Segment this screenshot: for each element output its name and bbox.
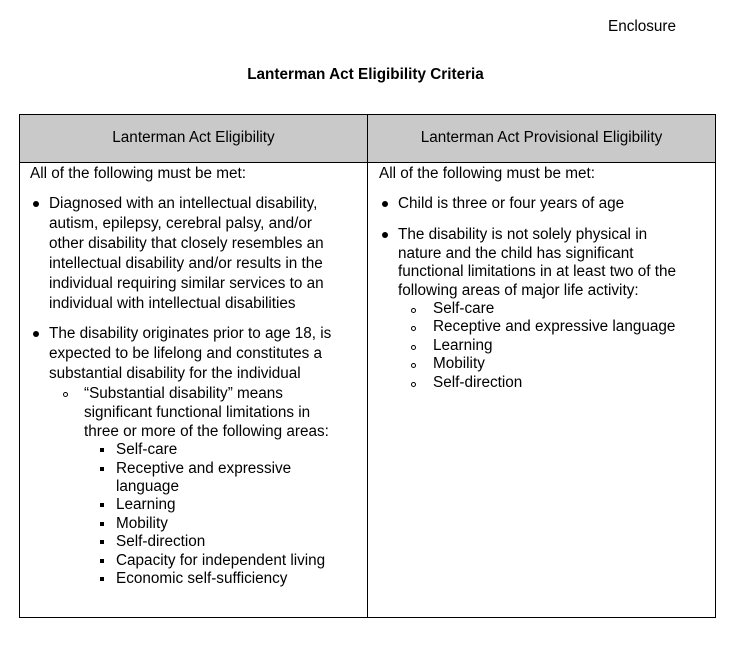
life-area-item-continued: language [116,478,179,495]
provisional-criterion-2-line: The disability is not solely physical in [398,226,648,243]
life-area-item: Self-care [433,300,495,317]
life-area-item: Self-care [116,441,178,458]
square-bullet-icon [100,522,104,526]
eligibility-criterion-1-line: individual with intellectual disabilities [49,295,296,312]
eligibility-criterion-1-line: Diagnosed with an intellectual disability, [49,195,318,212]
eligibility-criterion-1-line: other disability that closely resembles an [49,235,324,252]
circle-bullet-icon [63,392,68,397]
square-bullet-icon [100,540,104,544]
life-area-item: Receptive and expressive language [433,318,676,335]
circle-bullet-icon [411,326,416,331]
square-bullet-icon [100,503,104,507]
provisional-criterion-2-line: nature and the child has significant [398,245,634,262]
life-area-item: Capacity for independent living [116,552,326,569]
circle-bullet-icon [411,382,416,387]
eligibility-criterion-2-line: The disability originates prior to age 18, is [49,325,332,342]
life-area-item: Self-direction [433,374,523,391]
life-area-item: Learning [433,337,493,354]
eligibility-criterion-1-line: intellectual disability and/or results in the [49,255,323,272]
bullet-icon [33,201,39,207]
square-bullet-icon [100,577,104,581]
provisional-intro: All of the following must be met: [379,165,595,182]
substantial-disability-line: significant functional limitations in [84,404,311,421]
provisional-criterion-2-line: following areas of major life activity: [398,282,639,299]
substantial-disability-line: “Substantial disability” means [84,385,283,402]
bullet-icon [382,201,388,207]
eligibility-intro: All of the following must be met: [30,165,246,182]
provisional-criterion-1-line: Child is three or four years of age [398,195,625,212]
bullet-icon [382,232,388,238]
square-bullet-icon [100,467,104,471]
provisional-criterion-2-line: functional limitations in at least two of the [398,263,677,280]
heading-eligibility: Lanterman Act Eligibility [112,129,275,146]
life-area-item: Receptive and expressive [116,460,292,477]
eligibility-table [19,114,716,618]
substantial-disability-line: three or more of the following areas: [84,423,329,440]
life-area-item: Economic self-sufficiency [116,570,288,587]
heading-provisional-eligibility: Lanterman Act Provisional Eligibility [420,129,663,146]
circle-bullet-icon [411,308,416,313]
life-area-item: Mobility [116,515,168,532]
life-area-item: Self-direction [116,533,206,550]
square-bullet-icon [100,448,104,452]
square-bullet-icon [100,559,104,563]
life-area-item: Mobility [433,355,485,372]
eligibility-criterion-1-line: individual requiring similar services to an [49,275,324,292]
document-title: Lanterman Act Eligibility Criteria [247,66,484,83]
bullet-icon [33,331,39,337]
column-divider [367,115,368,617]
eligibility-criterion-2-line: expected to be lifelong and constitutes a [49,345,322,362]
circle-bullet-icon [411,363,416,368]
enclosure-label: Enclosure [608,18,677,35]
life-area-item: Learning [116,496,176,513]
circle-bullet-icon [411,345,416,350]
eligibility-criterion-2-line: substantial disability for the individual [49,365,301,382]
eligibility-criterion-1-line: autism, epilepsy, cerebral palsy, and/or [49,215,313,232]
